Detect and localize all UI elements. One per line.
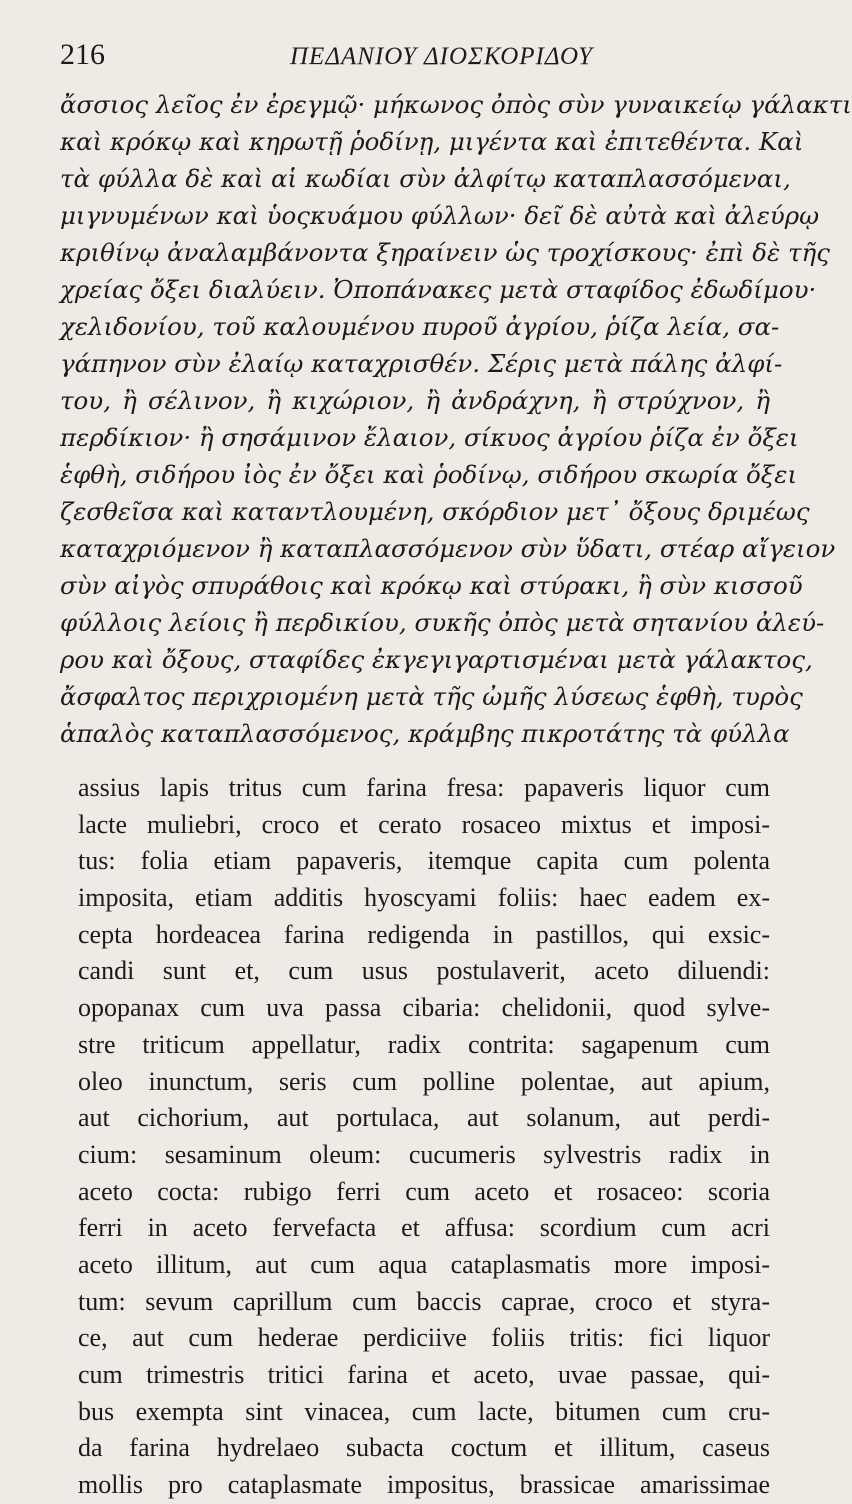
latin-line: bus exempta sint vinacea, cum lacte, bitumen cum cru- (78, 1396, 770, 1426)
greek-line: ζεσθεῖσα καὶ καταντλουμένη, σκόρδιον μετ᾽ ὄξους δριμέως (60, 497, 810, 526)
latin-line: ferri in aceto fervefacta et affusa: scordium cum acri (78, 1213, 770, 1243)
greek-line: καὶ κρόκῳ καὶ κηρωτῇ ῥοδίνῃ, μιγέντα καὶ ἐπιτεθέντα. Καὶ (60, 127, 804, 156)
greek-text-block (60, 86, 852, 752)
latin-line: cum trimestris tritici farina et aceto, uvae passae, qui- (78, 1360, 770, 1389)
latin-line: assius lapis tritus cum farina fresa: papaveris liquor cum (78, 773, 770, 802)
latin-line: cepta hordeacea farina redigenda in pastillos, qui exsic- (78, 919, 770, 949)
latin-text-block (60, 770, 770, 1504)
latin-line: ce, aut cum hederae perdiciive foliis tritis: fici liquor (78, 1323, 770, 1353)
latin-line: stre triticum appellatur, radix contrita: sagapenum cum (78, 1029, 770, 1059)
greek-line: φύλλοις λείοις ἢ περδικίου, συκῆς ὀπὸς μετὰ σητανίου ἀλεύ- (60, 608, 825, 637)
latin-line: tus: folia etiam papaveris, itemque capita cum polenta (78, 846, 770, 876)
greek-line: ἄσσιος λεῖος ἐν ἐρεγμῷ· μήκωνος ὀπὸς σὺν γυναικείῳ γάλακτι (60, 90, 852, 119)
latin-line: lacte muliebri, croco et cerato rosaceo mixtus et imposi- (78, 809, 770, 839)
latin-line: aut cichorium, aut portulaca, aut solanum, aut perdi- (78, 1103, 770, 1133)
latin-line: da farina hydrelaeo subacta coctum et illitum, caseus (78, 1433, 770, 1463)
latin-line: candi sunt et, cum usus postulaverit, aceto diluendi: (78, 956, 770, 986)
greek-line: σὺν αἰγὸς σπυράθοις καὶ κρόκῳ καὶ στύρακι, ἢ σὺν κισσοῦ (60, 571, 803, 600)
latin-line: imposita, etiam additis hyoscyami foliis: haec eadem ex- (78, 883, 770, 913)
greek-line: ἑφθὴ, σιδήρου ἰὸς ἐν ὄξει καὶ ῥοδίνῳ, σιδήρου σκωρία ὄξει (60, 460, 798, 489)
latin-line: aceto cocta: rubigo ferri cum aceto et rosaceo: scoria (78, 1176, 770, 1206)
greek-line: ρου καὶ ὄξους, σταφίδες ἐκγεγιγαρτισμέναι μετὰ γάλακτος, (60, 645, 813, 674)
greek-line: ἁπαλὸς καταπλασσόμενος, κράμβης πικροτάτης τὰ φύλλα (60, 719, 790, 748)
greek-line: χρείας ὄξει διαλύειν. Ὀποπάνακες μετὰ σταφίδος ἐδωδίμου· (60, 275, 817, 304)
greek-line: του, ἢ σέλινον, ἢ κιχώριον, ἢ ἀνδράχνη, ἢ στρύχνον, ἢ (60, 386, 770, 415)
greek-line: μιγνυμένων καὶ ὑοςκυάμου φύλλων· δεῖ δὲ αὐτὰ καὶ ἀλεύρῳ (60, 201, 820, 230)
latin-line: tum: sevum caprillum cum baccis caprae, croco et styra- (78, 1286, 770, 1316)
running-head: ΠΕΔΑΝΙΟΥ ΔΙΟΣΚΟΡΙΔΟΥ (290, 43, 593, 70)
greek-line: περδίκιον· ἢ σησάμινον ἔλαιον, σίκυος ἀγρίου ῥίζα ἐν ὄξει (60, 423, 799, 452)
latin-line: oleo inunctum, seris cum polline polentae, aut apium, (78, 1066, 770, 1096)
page-number: 216 (60, 38, 105, 71)
greek-line: ἄσφαλτος περιχριομένη μετὰ τῆς ὠμῆς λύσεως ἑφθὴ, τυρὸς (60, 682, 803, 711)
latin-line: aceto illitum, aut cum aqua cataplasmatis more imposi- (78, 1249, 770, 1279)
greek-line: γάπηνον σὺν ἐλαίῳ καταχρισθέν. Σέρις μετὰ πάλης ἀλφί- (60, 349, 783, 378)
latin-line: opopanax cum uva passa cibaria: chelidonii, quod sylve- (78, 993, 770, 1023)
greek-line: τὰ φύλλα δὲ καὶ αἱ κωδίαι σὺν ἀλφίτῳ καταπλασσόμεναι, (60, 164, 791, 193)
greek-line: καταχριόμενον ἢ καταπλασσόμενον σὺν ὕδατι, στέαρ αἴγειον (60, 534, 836, 563)
latin-line: mollis pro cataplasmate impositus, brassicae amarissimae (78, 1470, 770, 1500)
latin-line: cium: sesaminum oleum: cucumeris sylvestris radix in (78, 1139, 770, 1169)
greek-line: κριθίνῳ ἀναλαμβάνοντα ξηραίνειν ὡς τροχίσκους· ἐπὶ δὲ τῆς (60, 238, 830, 267)
page-header (60, 38, 770, 84)
greek-line: χελιδονίου, τοῦ καλουμένου πυροῦ ἀγρίου, ῥίζα λεία, σα- (60, 312, 780, 341)
